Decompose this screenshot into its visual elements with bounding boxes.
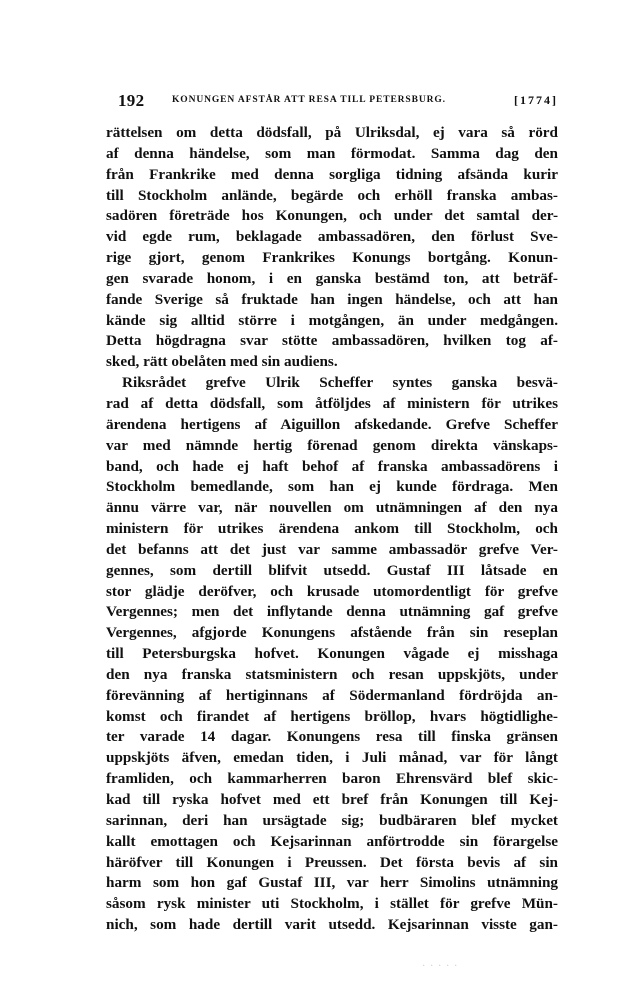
text-line: fande Sverige så fruktade han ingen händelse, och att han: [106, 290, 558, 308]
text-line: gennes, som dertill blifvit utsedd. Gustaf III låtsade en: [106, 561, 558, 579]
text-line: kallt emottagen och Kejsarinnan anförtrodde sin förargelse: [106, 832, 558, 850]
text-line: Riksrådet grefve Ulrik Scheffer syntes ganska besvä-: [122, 374, 558, 392]
text-line: harm som hon gaf Gustaf III, var herr Simolins utnämning: [106, 874, 558, 892]
text-line: gen svarade honom, i en ganska bestämd ton, att beträf-: [106, 269, 558, 287]
year-marker: [1774]: [514, 93, 558, 107]
text-line: Stockholm bemedlande, som han ej kunde fördraga. Men: [106, 478, 558, 496]
text-line: förevänning af hertiginnans af Södermanland fördröjda an-: [106, 686, 558, 704]
text-line: ärendena hertigens af Aiguillon afskedande. Grefve Scheffer: [106, 415, 558, 433]
text-line: det befanns att det just var samme ambassadör grefve Ver-: [106, 540, 558, 558]
text-line: af denna händelse, som man förmodat. Samma dag den: [106, 144, 558, 162]
text-line: band, och hade ej haft behof af franska ambassadörens i: [106, 457, 558, 475]
text-line: Detta högdragna svar stötte ambassadören, hvilken tog af-: [106, 332, 558, 350]
text-line: den nya franska statsministern och resan uppskjöts, under: [106, 665, 558, 683]
text-line: till Petersburgska hofvet. Konungen vågade ej misshaga: [106, 645, 558, 663]
text-line: framliden, och kammarherren baron Ehrensvärd blef skic-: [106, 770, 558, 788]
text-line: nich, som hade dertill varit utsedd. Kejsarinnan visste gan-: [106, 916, 558, 934]
text-line: såsom rysk minister uti Stockholm, i stället för grefve Mün-: [106, 895, 558, 913]
text-line: ter varade 14 dagar. Konungens resa till finska gränsen: [106, 728, 558, 746]
text-line: ministern för utrikes ärendena ankom till Stockholm, och: [106, 520, 558, 538]
text-line: sarinnan, deri han ursägtade sig; budbäraren blef mycket: [106, 811, 558, 829]
page-header: [118, 91, 558, 113]
text-line: stor glädje deröfver, och krusade utomordentligt för grefve: [106, 582, 558, 600]
text-line: ännu värre var, när nouvellen om utnämningen af den nya: [106, 499, 558, 517]
text-line: rättelsen om detta dödsfall, på Ulriksdal, ej vara så rörd: [106, 124, 558, 141]
faint-library-stamp: · · · · ·: [422, 958, 458, 972]
text-line: vid egde rum, beklagade ambassadören, den förlust Sve-: [106, 228, 558, 246]
text-line: sadören företräde hos Konungen, och under det samtal der-: [106, 207, 558, 225]
body-text: [106, 123, 558, 936]
text-line: sked, rätt obelåten med sin audiens.: [106, 353, 338, 371]
text-line: komst och firandet af hertigens bröllop, hvars högtidlighe-: [106, 707, 558, 725]
text-line: var med nämnde hertig förenad genom direkta vänskaps-: [106, 436, 558, 454]
text-line: Vergennes, afgjorde Konungens afstående från sin reseplan: [106, 624, 558, 642]
text-line: rad af detta dödsfall, som åtföljdes af ministern för utrikes: [106, 394, 558, 412]
text-line: från Frankrike med denna sorgliga tidning afsända kurir: [106, 165, 558, 183]
page-number: 192: [118, 91, 145, 110]
running-title: KONUNGEN AFSTÅR ATT RESA TILL PETERSBURG.: [172, 95, 446, 105]
text-line: uppskjöts äfven, emedan tiden, i Juli månad, var för långt: [106, 749, 558, 767]
text-line: Vergennes; men det inflytande denna utnämning gaf grefve: [106, 603, 558, 621]
text-line: rige gjort, genom Frankrikes Konungs bortgång. Konun-: [106, 249, 558, 267]
text-line: kad till ryska hofvet med ett bref från Konungen till Kej-: [106, 791, 558, 808]
text-line: häröfver till Konungen i Preussen. Det första bevis af sin: [106, 853, 558, 871]
text-line: till Stockholm anlände, begärde och erhöll franska ambas-: [106, 186, 558, 204]
text-line: kände sig alltid större i motgången, än under medgången.: [106, 311, 558, 329]
